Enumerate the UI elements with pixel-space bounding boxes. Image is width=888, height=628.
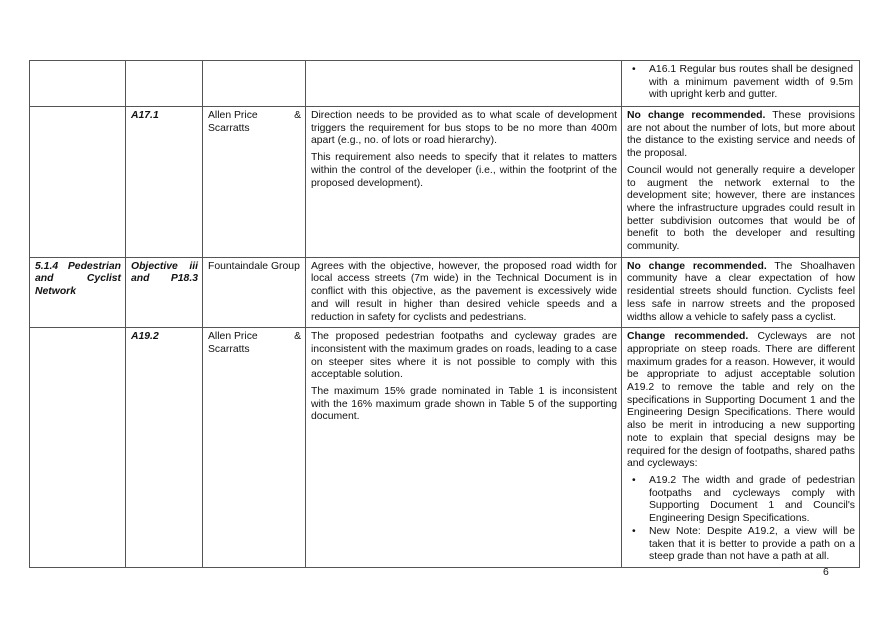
- author-cell: Allen Price & Scarratts: [203, 107, 306, 258]
- table-row: [30, 107, 860, 258]
- section-cell: [30, 107, 126, 258]
- response-paragraph: No change recommended. The Shoalhaven community have a clear expectation of how residential streets should function. Cyclists feel less safe in narrow streets and the proposed widths allow a vehicle to safely pass a cyclist.: [627, 260, 855, 323]
- issue-paragraph: The proposed pedestrian footpaths and cycleway grades are inconsistent with the maximum grades on roads, leading to a case on steeper sites where it is not possible to comply with this acceptable solution.: [311, 331, 617, 381]
- response-paragraph: Change recommended. Cycleways are not appropriate on steep roads. There are different maximum grades for a reason. However, it would be appropriate to adjust acceptable solution A19.2 to remove the table and rely on the specifications in Supporting Document 1 and the Engineering Design Specifications. There would also be merit in introducing a new supporting note to explain that special designs may be required for the design of footpaths, shared paths and cycleways:: [627, 331, 855, 470]
- bullet-item: • A16.1 Regular bus routes shall be designed with a minimum pavement width of 9.5m with upright kerb and gutter.: [632, 64, 853, 101]
- issue-cell: [306, 107, 622, 258]
- section-cell: [30, 61, 126, 107]
- response-paragraph: Council would not generally require a developer to augment the network external to the development site; however, there are instances where the infrastructure upgrades could result in better subdivision outcomes that would be of benefit to both the developer and resulting community.: [627, 164, 855, 253]
- submissions-table: [29, 60, 860, 568]
- response-bullets: [627, 475, 855, 564]
- bullet-icon: •: [632, 474, 636, 486]
- response-cell: [622, 107, 860, 258]
- author-cell: Allen Price & Scarratts: [203, 328, 306, 568]
- ref-cell: A19.2: [126, 328, 203, 568]
- issue-paragraph: Direction needs to be provided as to what scale of development triggers the requirement for bus stops to be no more than 400m apart (e.g., no. of lots or road hierarchy).: [311, 110, 617, 147]
- issue-paragraph: This requirement also needs to specify that it relates to matters within the control of the developer (i.e., within the footprint of the proposed development).: [311, 152, 617, 189]
- issue-paragraph: Agrees with the objective, however, the proposed road width for local access streets (7m wide) in the Technical Document is in conflict with this objective, as the pavement is excessively wide and will result in higher than desired vehicle speeds and a reduction in safety for cyclists and pedestrians.: [311, 260, 617, 323]
- recommendation-label: No change recommended.: [627, 260, 767, 272]
- author-cell: Fountaindale Group: [203, 257, 306, 328]
- ref-cell: Objective iii and P18.3: [126, 257, 203, 328]
- table-row: [30, 328, 860, 568]
- issue-cell: [306, 328, 622, 568]
- ref-cell: A17.1: [126, 107, 203, 258]
- author-cell: [203, 61, 306, 107]
- table-row: [30, 61, 860, 107]
- recommendation-label: Change recommended.: [627, 331, 749, 343]
- issue-paragraph: The maximum 15% grade nominated in Table 1 is inconsistent with the 16% maximum grade shown in Table 5 of the supporting document.: [311, 386, 617, 423]
- issue-cell: [306, 61, 622, 107]
- issue-cell: [306, 257, 622, 328]
- page-number: 6: [823, 567, 829, 578]
- bullet-icon: •: [632, 525, 636, 537]
- response-paragraph: No change recommended. These provisions are not about the number of lots, but more about the distance to the existing service and needs of the proposal.: [627, 110, 855, 160]
- response-cell: [622, 257, 860, 328]
- section-cell: 5.1.4 Pedestrian and Cyclist Network: [30, 257, 126, 328]
- table-row: [30, 257, 860, 328]
- response-cell: [622, 61, 860, 107]
- response-cell: [622, 328, 860, 568]
- response-bullets: [627, 64, 855, 102]
- section-cell: [30, 328, 126, 568]
- bullet-icon: •: [632, 64, 636, 75]
- recommendation-label: No change recommended.: [627, 110, 766, 121]
- bullet-item: • A19.2 The width and grade of pedestrian footpaths and cycleways comply with Supporting Document 1 and Council's Engineering Design Specifications.: [632, 474, 855, 525]
- bullet-item: • New Note: Despite A19.2, a view will be taken that it is better to provide a path on a steep grade than not have a path at all.: [632, 525, 855, 563]
- ref-cell: [126, 61, 203, 107]
